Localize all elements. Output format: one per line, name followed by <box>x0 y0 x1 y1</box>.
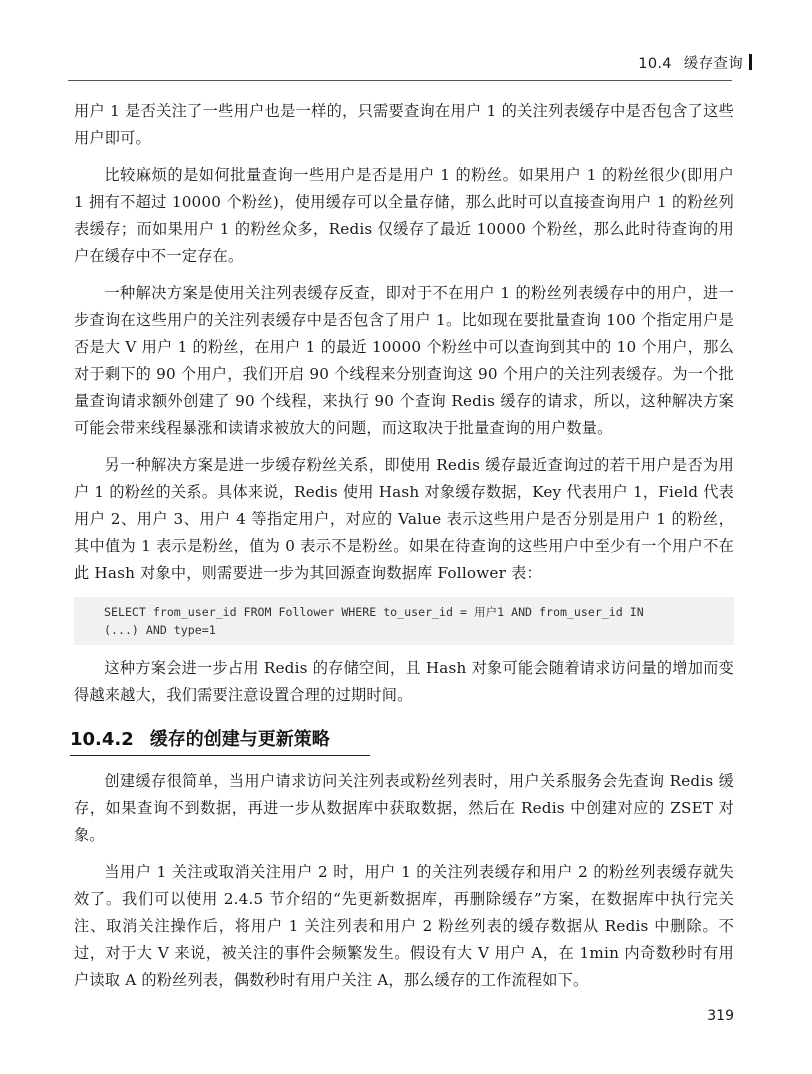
paragraph-2: 比较麻烦的是如何批量查询一些用户是否是用户 1 的粉丝。如果用户 1 的粉丝很少(即用户 1 拥有不超过 10000 个粉丝)，使用缓存可以全量存储，那么此时可以直接查询用户 1 的粉丝列表缓存；而如果用户 1 的粉丝众多，Redis 仅缓存了最近 10000 个粉丝，那么此时待查询的用户在缓存中不一定存在。 <box>74 166 734 265</box>
page-body <box>70 98 734 1004</box>
paragraph-1: 用户 1 是否关注了一些用户也是一样的，只需要查询在用户 1 的关注列表缓存中是否包含了这些用户即可。 <box>74 102 734 147</box>
paragraph-5: 这种方案会进一步占用 Redis 的存储空间，且 Hash 对象可能会随着请求访问量的增加而变得越来越大，我们需要注意设置合理的过期时间。 <box>74 659 734 704</box>
page-number: 319 <box>707 1008 734 1024</box>
paragraph-3: 一种解决方案是使用关注列表缓存反查，即对于不在用户 1 的粉丝列表缓存中的用户，进一步查询在这些用户的关注列表缓存中是否包含了用户 1。比如现在要批量查询 100 个指定用户是否是大 V 用户 1 的粉丝，在用户 1 的最近 10000 个粉丝中可以查询到其中的 10 个用户，那么对于剩下的 90 个用户，我们开启 90 个线程来分别查询这 90 个用户的关注列表缓存。为一个批量查询请求额外创建了 90 个线程，来执行 90 个查询 Redis 缓存的请求，所以，这种解决方案可能会带来线程暴涨和读请求被放大的问题，而这取决于批量查询的用户数量。 <box>74 284 734 437</box>
header-title: 缓存查询 <box>683 56 743 72</box>
code-block: SELECT from_user_id FROM Follower WHERE to_user_id = 用户1 AND from_user_id IN (...) AND type=1 <box>74 597 734 645</box>
header-rule <box>68 80 732 81</box>
section-heading-title: 缓存的创建与更新策略 <box>149 729 330 750</box>
header-bar <box>749 54 752 70</box>
running-header <box>638 52 752 73</box>
paragraph-4: 另一种解决方案是进一步缓存粉丝关系，即使用 Redis 缓存最近查询过的若干用户是否为用户 1 的粉丝的关系。具体来说，Redis 使用 Hash 对象缓存数据，Key 代表用户 1，Field 代表用户 2、用户 3、用户 4 等指定用户，对应的 Value 表示这些用户是否分别是用户 1 的粉丝，其中值为 1 表示是粉丝，值为 0 表示不是粉丝。如果在待查询的这些用户中至少有一个用户不在此 Hash 对象中，则需要进一步为其回源查询数据库 Follower 表： <box>74 456 734 582</box>
section-heading <box>70 725 370 756</box>
paragraph-7: 当用户 1 关注或取消关注用户 2 时，用户 1 的关注列表缓存和用户 2 的粉丝列表缓存就失效了。我们可以使用 2.4.5 节介绍的“先更新数据库，再删除缓存”方案，在数据库中执行完关注、取消关注操作后，将用户 1 关注列表和用户 2 粉丝列表的缓存数据从 Redis 中删除。不过，对于大 V 来说，被关注的事件会频繁发生。假设有大 V 用户 A，在 1min 内奇数秒时有用户读取 A 的粉丝列表，偶数秒时有用户关注 A，那么缓存的工作流程如下。 <box>74 863 734 989</box>
header-section-number: 10.4 <box>638 56 672 72</box>
section-heading-number: 10.4.2 <box>70 729 134 750</box>
paragraph-6: 创建缓存很简单，当用户请求访问关注列表或粉丝列表时，用户关系服务会先查询 Redis 缓存，如果查询不到数据，再进一步从数据库中获取数据，然后在 Redis 中创建对应的 ZSET 对象。 <box>74 772 734 844</box>
